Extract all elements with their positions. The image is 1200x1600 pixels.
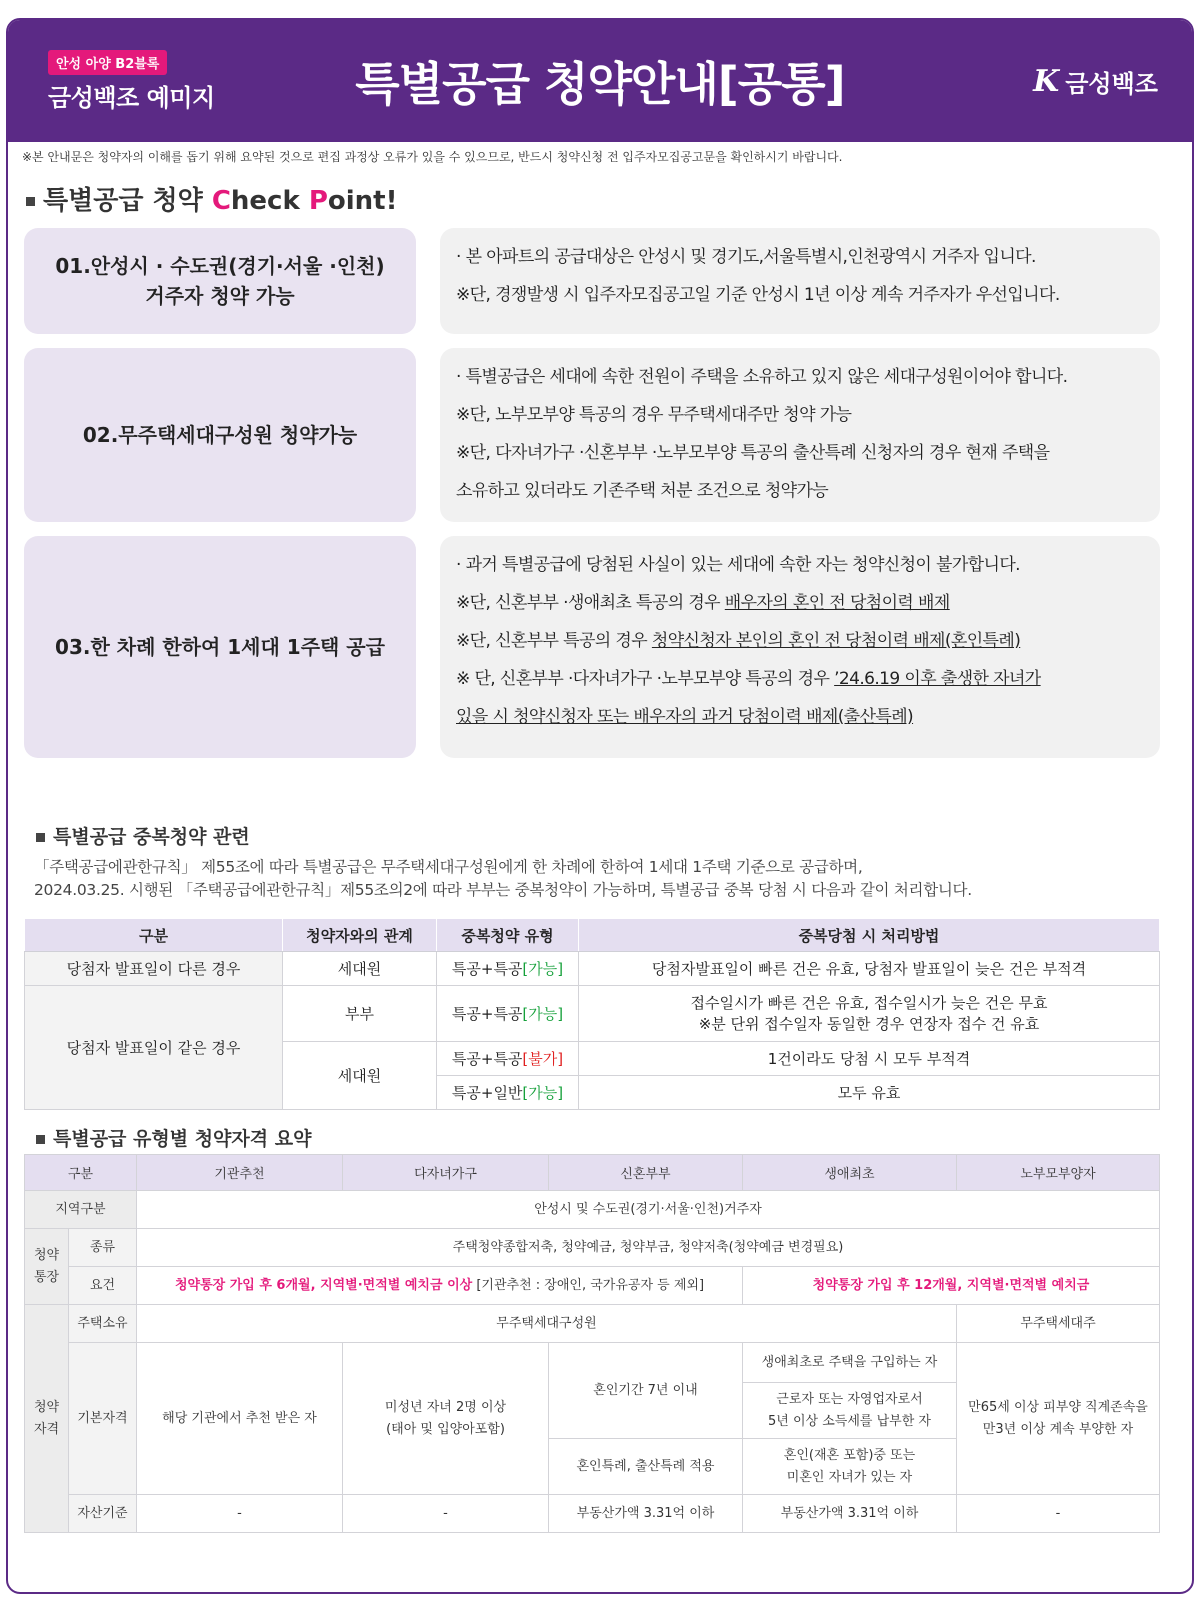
document-frame [6, 18, 1194, 1594]
bullet-square-icon [26, 197, 35, 206]
header-banner [8, 20, 1192, 142]
checkpoint-2-label: 02.무주택세대구성원 청약가능 [24, 348, 416, 522]
summary-header: 다자녀가구 [343, 1155, 549, 1191]
checkpoint-3-line: · 과거 특별공급에 당첨된 사실이 있는 세대에 속한 자는 청약신청이 불가합니다. [456, 555, 1020, 575]
checkpoint-3-line: ※ 단, 신혼부부 ·다자녀가구 ·노부모부양 특공의 경우 ’24.6.19 이후 출생한 자녀가 [456, 669, 1041, 689]
checkpoint-2-line: ※단, 다자녀가구 ·신혼부부 ·노부모부양 특공의 출산특례 신청자의 경우 현재 주택을 [456, 443, 1050, 463]
duplicate-header: 중복당첨 시 처리방법 [579, 919, 1160, 952]
company-name: 금성백조 [1065, 70, 1158, 98]
duplicate-section-title: 특별공급 중복청약 관련 [36, 822, 250, 849]
checkpoint-3-line: 있을 시 청약신청자 또는 배우자의 과거 당첨이력 배제(출산특례) [456, 707, 914, 727]
checkpoint-2-details [440, 348, 1160, 522]
summary-header: 생애최초 [743, 1155, 957, 1191]
summary-header: 신혼부부 [549, 1155, 743, 1191]
company-logo [1033, 64, 1158, 99]
page-title: 특별공급 청약안내[공통] [355, 57, 845, 111]
bullet-square-icon [36, 1135, 45, 1144]
company-k-icon: K [1033, 64, 1060, 99]
duplicate-header: 구분 [25, 919, 283, 952]
bullet-square-icon [36, 833, 45, 842]
project-brand: 금성백조 예미지 [48, 84, 215, 112]
duplicate-table [24, 918, 1160, 1110]
checkpoint-1-line: · 본 아파트의 공급대상은 안성시 및 경기도,서울특별시,인천광역시 거주자 입니다. [456, 247, 1036, 267]
checkpoint-1-line: ※단, 경쟁발생 시 입주자모집공고일 기준 안성시 1년 이상 계속 거주자가 우선입니다. [456, 285, 1060, 305]
checkpoint-3-details [440, 536, 1160, 758]
disclaimer-text: ※본 안내문은 청약자의 이해를 돕기 위해 요약된 것으로 편집 과정상 오류가 있을 수 있으므로, 반드시 청약신청 전 입주자모집공고문을 확인하시기 바랍니다. [22, 150, 843, 164]
summary-header: 구분 [25, 1155, 137, 1191]
table-row: 근로자 또는 자영업자로서 5년 이상 소득세를 납부한 자 [25, 1383, 1160, 1439]
checkpoint-2-line: · 특별공급은 세대에 속한 전원이 주택을 소유하고 있지 않은 세대구성원이어야 합니다. [456, 367, 1068, 387]
summary-section-title: 특별공급 유형별 청약자격 요약 [36, 1124, 311, 1151]
checkpoint-3-line: ※단, 신혼부부 ·생애최초 특공의 경우 배우자의 혼인 전 당첨이력 배제 [456, 593, 950, 613]
summary-table [24, 1154, 1160, 1533]
table-row: 당첨자 발표일이 같은 경우 부부 특공+특공[가능] 접수일시가 빠른 건은 유효, 접수일시가 늦은 건은 무효 ※분 단위 접수일자 동일한 경우 연장자 접수 건 유효 [25, 986, 1160, 1042]
table-row: 기본자격 해당 기관에서 추천 받은 자 미성년 자녀 2명 이상 (태아 및 입양아포함) 혼인기간 7년 이내 생애최초로 주택을 구입하는 자 만65세 이상 피부양 직계존속을 만3년 이상 계속 부양한 자 [25, 1343, 1160, 1383]
table-row: 지역구분 안성시 및 수도권(경기·서울·인천)거주자 [25, 1191, 1160, 1229]
checkpoint-2-line: ※단, 노부모부양 특공의 경우 무주택세대주만 청약 가능 [456, 405, 852, 425]
table-row: 특공+일반[가능] 모두 유효 [25, 1076, 1160, 1110]
project-badge: 안성 아양 B2블록 [48, 50, 167, 75]
checkpoint-section-title: 특별공급 청약 Check Point! [26, 180, 397, 217]
table-row: 요건 청약통장 가입 후 6개월, 지역별·면적별 예치금 이상 [기관추천 : 장애인, 국가유공자 등 제외] 청약통장 가입 후 12개월, 지역별·면적별 예치금 [25, 1267, 1160, 1305]
checkpoint-3-line: ※단, 신혼부부 특공의 경우 청약신청자 본인의 혼인 전 당첨이력 배제(혼인특례) [456, 631, 1021, 651]
table-row: 혼인특례, 출산특례 적용 혼인(재혼 포함)중 또는 미혼인 자녀가 있는 자 [25, 1439, 1160, 1495]
summary-header: 기관추천 [137, 1155, 343, 1191]
table-row: 세대원 특공+특공[불가] 1건이라도 당첨 시 모두 부적격 [25, 1042, 1160, 1076]
checkpoint-1-label: 01.안성시 · 수도권(경기·서울 ·인천) 거주자 청약 가능 [24, 228, 416, 334]
table-row: 자산기준 - - 부동산가액 3.31억 이하 부동산가액 3.31억 이하 - [25, 1495, 1160, 1533]
summary-header: 노부모부양자 [957, 1155, 1160, 1191]
duplicate-header: 청약자와의 관계 [283, 919, 437, 952]
checkpoint-2-line: 소유하고 있더라도 기존주택 처분 조건으로 청약가능 [456, 481, 829, 501]
checkpoint-3-label: 03.한 차례 한하여 1세대 1주택 공급 [24, 536, 416, 758]
table-row: 청약 통장 종류 주택청약종합저축, 청약예금, 청약부금, 청약저축(청약예금 변경필요) [25, 1229, 1160, 1267]
duplicate-header: 중복청약 유형 [437, 919, 579, 952]
table-row: 당첨자 발표일이 다른 경우 세대원 특공+특공[가능] 당첨자발표일이 빠른 건은 유효, 당첨자 발표일이 늦은 건은 부적격 [25, 952, 1160, 986]
duplicate-intro: 「주택공급에관한규칙」 제55조에 따라 특별공급은 무주택세대구성원에게 한 차례에 한하여 1세대 1주택 기준으로 공급하며, 2024.03.25. 시행된 「주택공급에관한규칙」제55조의2에 따라 부부는 중복청약이 가능하며, 특별공급 중복 당첨 시 다음과 같이 처리합니다. [34, 858, 972, 899]
table-row: 청약 자격 주택소유 무주택세대구성원 무주택세대주 [25, 1305, 1160, 1343]
checkpoint-1-details [440, 228, 1160, 334]
